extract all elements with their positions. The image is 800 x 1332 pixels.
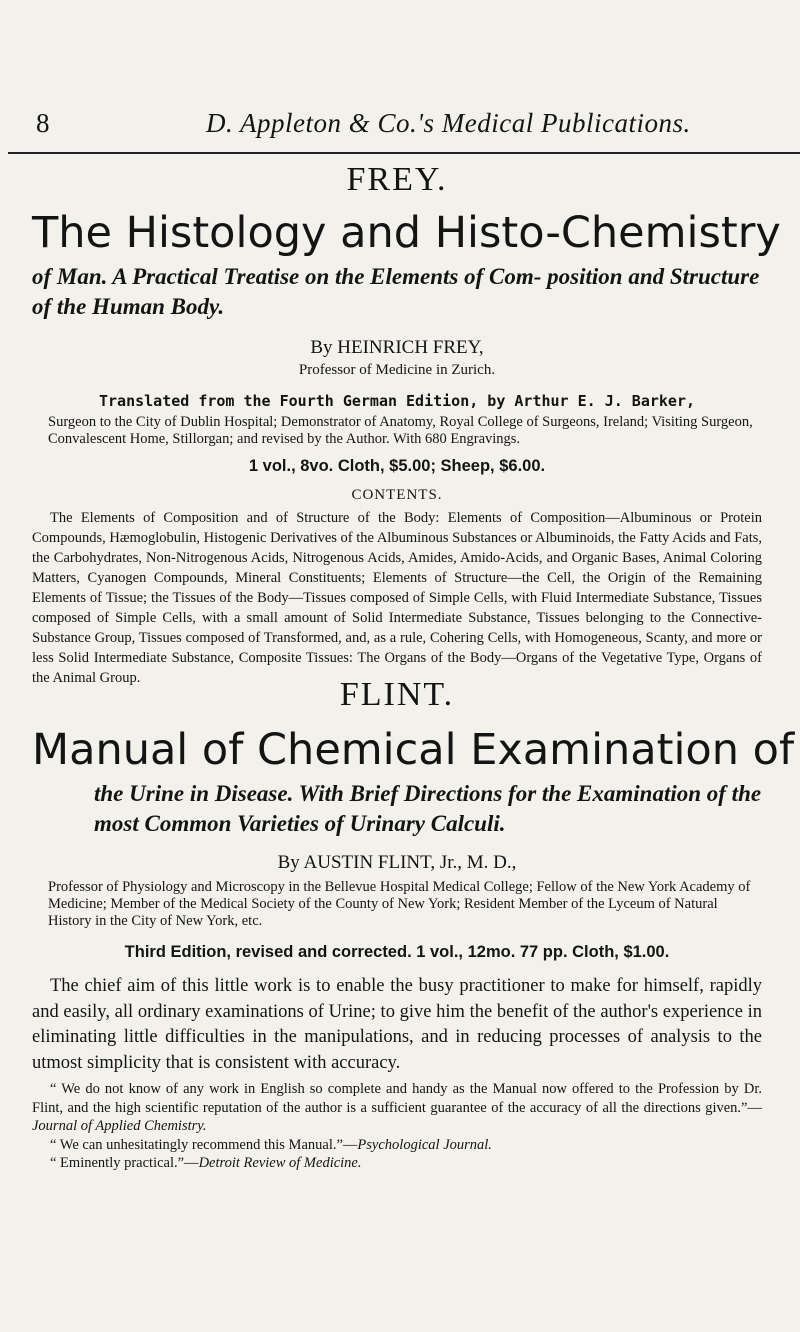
frey-price: 1 vol., 8vo. Cloth, $5.00; Sheep, $6.00. (248, 457, 546, 475)
flint-review-2 (32, 1136, 762, 1155)
flint-affiliation: Professor of Physiology and Microscopy in the Bellevue Hospital Medical College; Fellow of the New York Academy of Medicine; Member of the Medical Society of the County of New York; Resident Member of the Lyceum of Natural History in the City of New York, etc. (48, 879, 751, 929)
frey-contents-text: The Elements of Composition and of Structure of the Body: Elements of Composition—Albuminous or Protein Compounds, Hæmoglobulin, Histogenic Derivatives of the Albuminous Substances or Albuminoids, the Fatty Acids and Fats, the Carbohydrates, Non-Nitrogenous Acids, Nitrogenous Acids, Amides, Amido-Acids, and Organic Bases, Animal Coloring Matters, Cyanogen Compounds, Mineral Constituents; Elements of Structure—the Cell, the Origin of the Remaining Elements of Tissue; the Tissues of the Body—Tissues composed of Simple Cells, with Fluid Intermediate Substance, Tissues composed of Simple Cells, with a small amount of Solid Intermediate Substance, Tissues belonging to the Connective-Substance Group, Tissues composed of Transformed, and, as a rule, Cohering Cells, with Homogeneous, Scanty, and more or less Solid Intermediate Substance, Composite Tissues: The Organs of the Body—Organs of the Vegetative Type, Organs of the Animal Group. (32, 510, 762, 686)
flint-review-3 (32, 1154, 762, 1173)
frey-byline: By HEINRICH FREY, (310, 337, 484, 358)
page-number: 8 (36, 108, 50, 138)
review-3-source: Detroit Review of Medicine. (198, 1155, 362, 1171)
header-rule (8, 152, 800, 154)
frey-translation-note: Translated from the Fourth German Edition, by Arthur E. J. Barker, (98, 392, 696, 410)
flint-edition-price: Third Edition, revised and corrected. 1 vol., 12mo. 77 pp. Cloth, $1.00. (124, 943, 670, 961)
flint-byline: By AUSTIN FLINT, Jr., M. D., (277, 852, 517, 873)
flint-subtitle: the Urine in Disease. With Brief Directions for the Examination of the most Common Varieties of Urinary Calculi. (94, 781, 762, 836)
flint-review-1 (32, 1080, 762, 1136)
frey-contents-heading: CONTENTS. (351, 487, 443, 503)
review-3-text: “ Eminently practical.”— (50, 1155, 199, 1171)
review-1-text: “ We do not know of any work in English so complete and handy as the Manual now offered to the Profession by Dr. Flint, and the high scientific reputation of the author is a sufficient guarantee of the accuracy of all the directions given.”— (32, 1081, 762, 1116)
review-2-text: “ We can unhesitatingly recommend this Manual.”— (50, 1136, 358, 1153)
page-header (36, 108, 760, 148)
flint-title: Manual of Chemical Examination of (32, 725, 795, 775)
frey-author-heading: FREY. (346, 161, 448, 198)
flint-author-heading: FLINT. (339, 676, 455, 713)
flint-entry (32, 675, 795, 1173)
frey-translator-info: Surgeon to the City of Dublin Hospital; Demonstrator of Anatomy, Royal College of Surgeons, Ireland; Visiting Surgeon, Convalescent Home, Stillorgan; and revised by the Author. With 680 Engravings. (48, 414, 753, 447)
frey-subtitle: of Man. A Practical Treatise on the Elements of Com- position and Structure of the Human Body. (32, 264, 760, 319)
frey-affiliation: Professor of Medicine in Zurich. (298, 362, 496, 378)
review-2-source: Psychological Journal. (357, 1136, 492, 1153)
running-head: D. Appleton & Co.'s Medical Publications. (206, 108, 691, 138)
review-1-source: Journal of Applied Chemistry. (32, 1118, 207, 1134)
frey-title: The Histology and Histo-Chemistry (32, 208, 781, 258)
frey-entry (32, 160, 781, 688)
flint-description: The chief aim of this little work is to enable the busy practitioner to make for himself, rapidly and easily, all ordinary examinations of Urine; to give him the benefit of the author's experience in eliminating little difficulties in the manipulations, and in reducing processes of analysis to the utmost simplicity that is consistent with accuracy. (32, 976, 762, 1073)
